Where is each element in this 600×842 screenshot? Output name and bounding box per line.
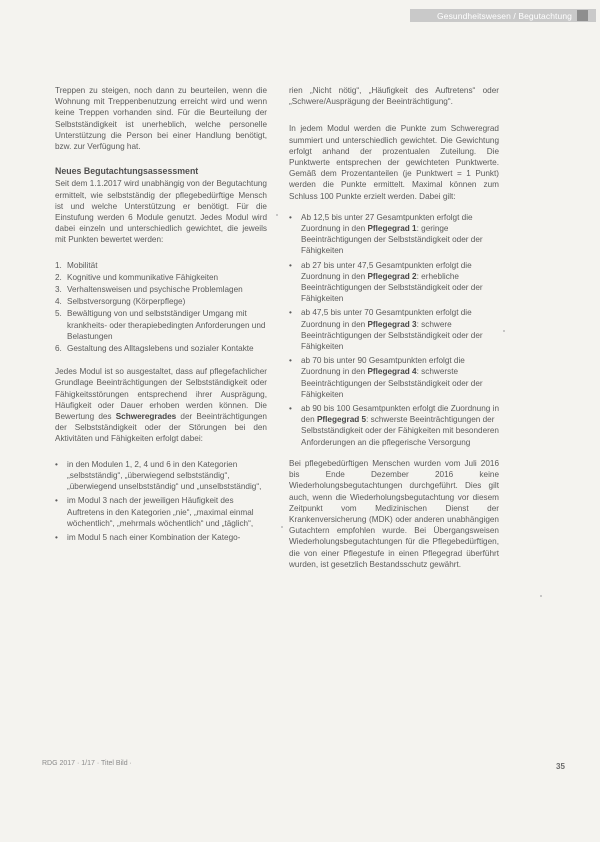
list-item: • ab 90 bis 100 Gesamtpunkten erfolgt die Zuordnung in den Pflegegrad 5: schwerste Beeinträchtigungen der Selbstständigkeit oder der Fähigkeiten mit besonderen Anforderungen an die pflegerische Versorgung [289,404,499,447]
pflegegrad-list [289,212,499,448]
paragraph: rien „Nicht nötig“, „Häufigkeit des Auftretens“ oder „Schwere/Ausprägung der Beeinträchtigung“. [289,86,499,107]
running-header [410,9,596,22]
list-item: • ab 47,5 bis unter 70 Gesamtpunkten erfolgt die Zuordnung in den Pflegegrad 3: schwere Beeinträchtigungen der Selbstständigkeit oder der Fähigkeiten [289,308,483,352]
list-item: • ab 27 bis unter 47,5 Gesamtpunkten erfolgt die Zuordnung in den Pflegegrad 2: erhebliche Beeinträchtigungen der Selbstständigkeit oder der Fähigkeiten [289,260,483,304]
running-header-title: Gesundheitswesen / Begutachtung [437,10,572,21]
module-item: 2. Kognitive und kommunikative Fähigkeiten [55,272,219,282]
paragraph: Treppen zu steigen, noch dann zu beurteilen, wenn die Wohnung mit Treppenbenutzung erreicht wird und wenn keine Treppen vorhanden sind. Für die Beurteilung der Selbstständigkeit ist unerheblich, welche personelle Unterstützung die Person bei einer Handlung benötigt, bzw. zur Verfügung hat. [55,86,267,152]
module-item: 3. Verhaltensweisen und psychische Problemlagen [55,285,243,295]
page-number: 35 [556,762,565,771]
paragraph: Seit dem 1.1.2017 wird unabhängig von der Begutachtung ermittelt, wie selbstständig der pflegebedürftige Mensch ist und welche Unterstützung er benötigt. Für die Einstufung werden 6 Module genutzt. Jedes Modul wird dabei einzeln und unterschiedlich gewichtet, die jeweils mit Punkten bewertet werden: [55,179,267,245]
module-item: 5. Bewältigung von und selbstständiger Umgang mit krankheits- oder therapiebedingten Anforderungen und Belastungen [55,309,266,341]
list-item: • im Modul 5 nach einer Kombination der Katego- [55,532,241,542]
paragraph: Jedes Modul ist so ausgestaltet, dass auf pflegefachlicher Grundlage Beeinträchtigungen der Selbstständigkeit oder Fähigkeitsstörungen entsprechend ihrer Ausprägung, Häufigkeit oder Dauer erhoben werden können. Die Bewertung des Schweregrades der Beeinträchtigungen der Selbstständigkeit oder der Störungen bei den Aktivitäten und Fähigkeiten erfolgt dabei: [55,367,267,444]
grade-label: Pflegegrad 3 [367,319,417,329]
list-item: • im Modul 3 nach der jeweiligen Häufigkeit des Auftretens in den Kategorien „nie“, „maximal einmal wöchentlich“, „mehrmals wöchentlich“ und „täglich“, [55,496,254,528]
section-heading: Neues Begutachtungsassessment [55,166,199,177]
list-item: • in den Modulen 1, 2, 4 und 6 in den Kategorien „selbstständig“, „überwiegend selbstständig“, „überwiegend unselbstständig“ und „unselbstständig“, [55,459,262,492]
grade-label: Pflegegrad 1 [367,224,417,234]
module-item: 1. Mobilität [55,260,98,270]
grade-label: Pflegegrad 4 [367,367,417,377]
module-list [55,260,267,355]
module-item: 4. Selbstversorgung (Körperpflege) [55,297,186,307]
list-item: • ab 70 bis unter 90 Gesamtpunkten erfolgt die Zuordnung in den Pflegegrad 4: schwerste Beeinträchtigungen der Selbstständigkeit oder der Fähigkeiten [289,356,483,399]
footer-journal: RDG 2017 · 1/17 · Titel Bild · [42,760,132,767]
category-bullet-list [55,459,267,543]
grade-label: Pflegegrad 2 [367,271,417,281]
scan-speck [281,526,283,528]
module-item: 6. Gestaltung des Alltagslebens und sozialer Kontakte [55,344,254,354]
emphasis: Schweregrades [115,412,177,422]
header-marker [577,10,588,21]
scan-speck [276,214,278,216]
right-column [289,85,499,580]
left-column [55,85,267,553]
paragraph: In jedem Modul werden die Punkte zum Schweregrad summiert und unterschiedlich gewichtet. Die Gewichtung erfolgt anhand der prozentualen Zuteilung. Die Punktwerte entsprechen der gewichteten Punktwerte. Gemäß dem Prozentanteilen (je Punktwert = 1 Punkt) werden die Punkte ermittelt. Maximal können zum Schluss 100 Punkte erzielt werden. Dabei gilt: [289,124,499,201]
list-item: • Ab 12,5 bis unter 27 Gesamtpunkten erfolgt die Zuordnung in den Pflegegrad 1: geringe Beeinträchtigungen der Selbstständigkeit oder der Fähigkeiten [289,212,483,256]
scan-speck [503,330,505,332]
grade-label: Pflegegrad 5 [316,415,367,425]
scan-speck [540,595,542,597]
paragraph: Bei pflegebedürftigen Menschen wurden vom Juli 2016 bis Ende Dezember 2016 keine Wiederholungsbegutachtungen durchgeführt. Dies gilt auch, wenn die Wiederholungsbegutachtung vor diesem Zeitpunkt vom Medizinischen Dienst der Krankenversicherung (MDK) oder anderen unabhängigen Gutachtern empfohlen wurde. Bei Übergangsweisen Wiederholungsbegutachtungen für die Pflegebedürftigen, die von einer Pflegestufe in einen Pflegegrad überführt wurden, ist gesetzlich Bestandsschutz gewährt. [289,458,499,569]
